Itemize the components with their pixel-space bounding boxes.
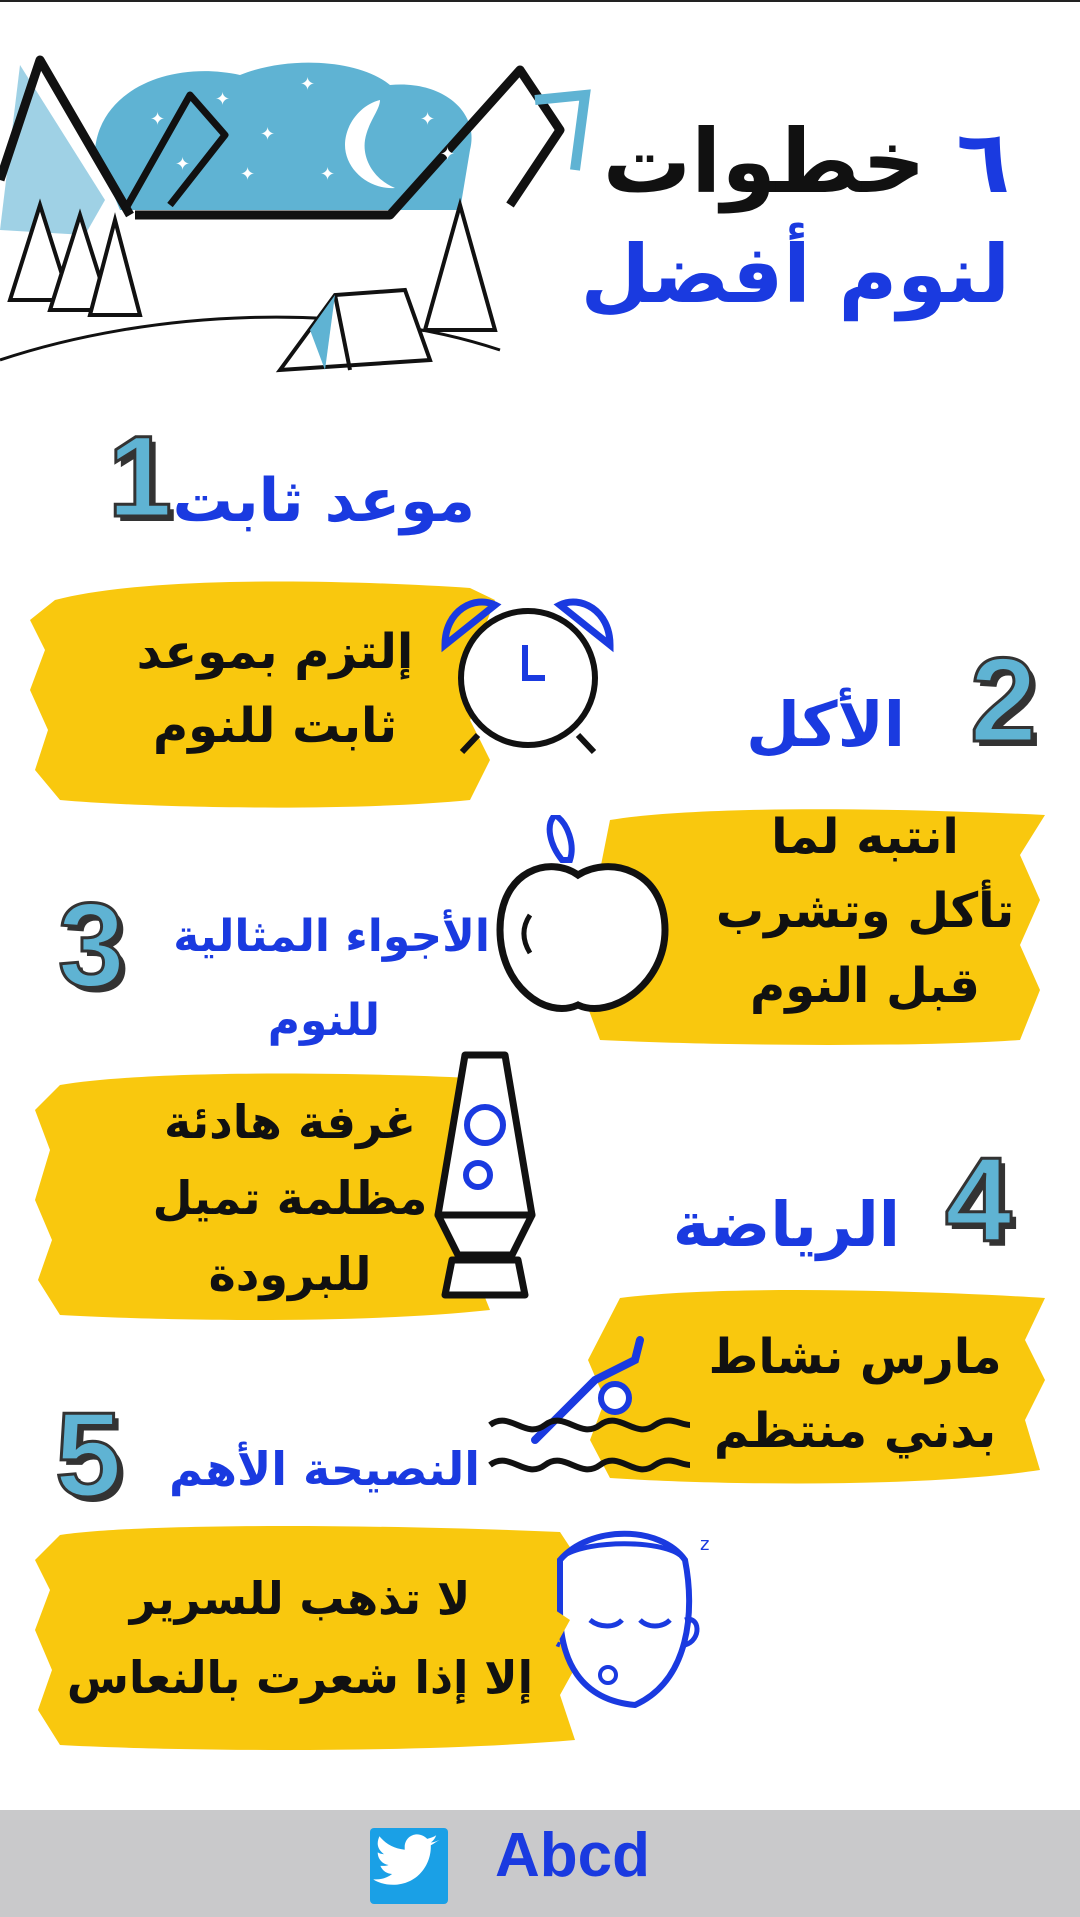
step-4-heading: الرياضة — [672, 1188, 900, 1261]
step-4-text — [695, 1320, 1015, 1469]
step-1-line: إلتزم بموعد — [136, 624, 414, 680]
svg-text:✦: ✦ — [150, 109, 166, 130]
step-5-number: 5 — [55, 1388, 122, 1522]
title-number: ٦ — [956, 110, 1010, 213]
step-4-line: مارس نشاط — [708, 1329, 1002, 1385]
sleepy-face-icon — [520, 1520, 720, 1720]
step-5-line: لا تذهب للسرير — [129, 1572, 471, 1625]
step-5-line: إلا إذا شعرت بالنعاس — [66, 1650, 534, 1704]
title-word: خطوات — [602, 110, 926, 213]
twitter-icon — [370, 1828, 448, 1904]
lava-lamp-icon — [430, 1050, 545, 1300]
svg-text:✦: ✦ — [260, 124, 276, 145]
svg-text:✦: ✦ — [215, 89, 231, 110]
step-1-number: 1 — [108, 413, 172, 541]
step-3-line: غرفة هادئة — [163, 1095, 416, 1149]
svg-text:✦: ✦ — [440, 144, 456, 165]
step-3-line: للبرودة — [208, 1246, 372, 1301]
apple-icon — [490, 815, 675, 1025]
alarm-clock-icon — [440, 590, 620, 760]
step-5-text — [55, 1560, 545, 1718]
step-2-number: 2 — [970, 633, 1037, 767]
step-5-heading: النصيحة الأهم — [169, 1442, 480, 1496]
step-1-heading: موعد ثابت — [172, 466, 475, 536]
step-4-number: 4 — [945, 1133, 1012, 1267]
step-3-heading: الأجواء المثالية — [173, 911, 490, 962]
swimmer-icon — [485, 1330, 695, 1490]
step-4-line: بدني منتظم — [713, 1403, 997, 1460]
step-3-heading-2: للنوم — [267, 995, 380, 1046]
twitter-button[interactable] — [370, 1828, 448, 1904]
svg-text:✦: ✦ — [240, 164, 256, 185]
step-1-text — [100, 615, 450, 764]
brand-name: Abcd — [495, 1821, 650, 1890]
svg-text:z: z — [700, 1534, 710, 1555]
step-3-number: 3 — [58, 878, 125, 1012]
step-2-text — [710, 800, 1020, 1023]
step-2-line: قبل النوم — [750, 957, 980, 1014]
svg-text:✦: ✦ — [320, 164, 336, 185]
step-2-line: انتبه لما — [771, 809, 959, 865]
step-3-line: مظلمة تميل — [152, 1170, 428, 1225]
svg-text:✦: ✦ — [300, 74, 316, 95]
svg-text:✦: ✦ — [175, 154, 191, 175]
step-2-line: تأكل وتشرب — [715, 883, 1015, 940]
step-1-line: ثابت للنوم — [152, 698, 398, 755]
step-3-text — [120, 1085, 460, 1313]
page-subtitle: لنوم أفضل — [580, 228, 1010, 321]
step-2-heading: الأكل — [746, 688, 905, 761]
svg-text:✦: ✦ — [420, 109, 436, 130]
